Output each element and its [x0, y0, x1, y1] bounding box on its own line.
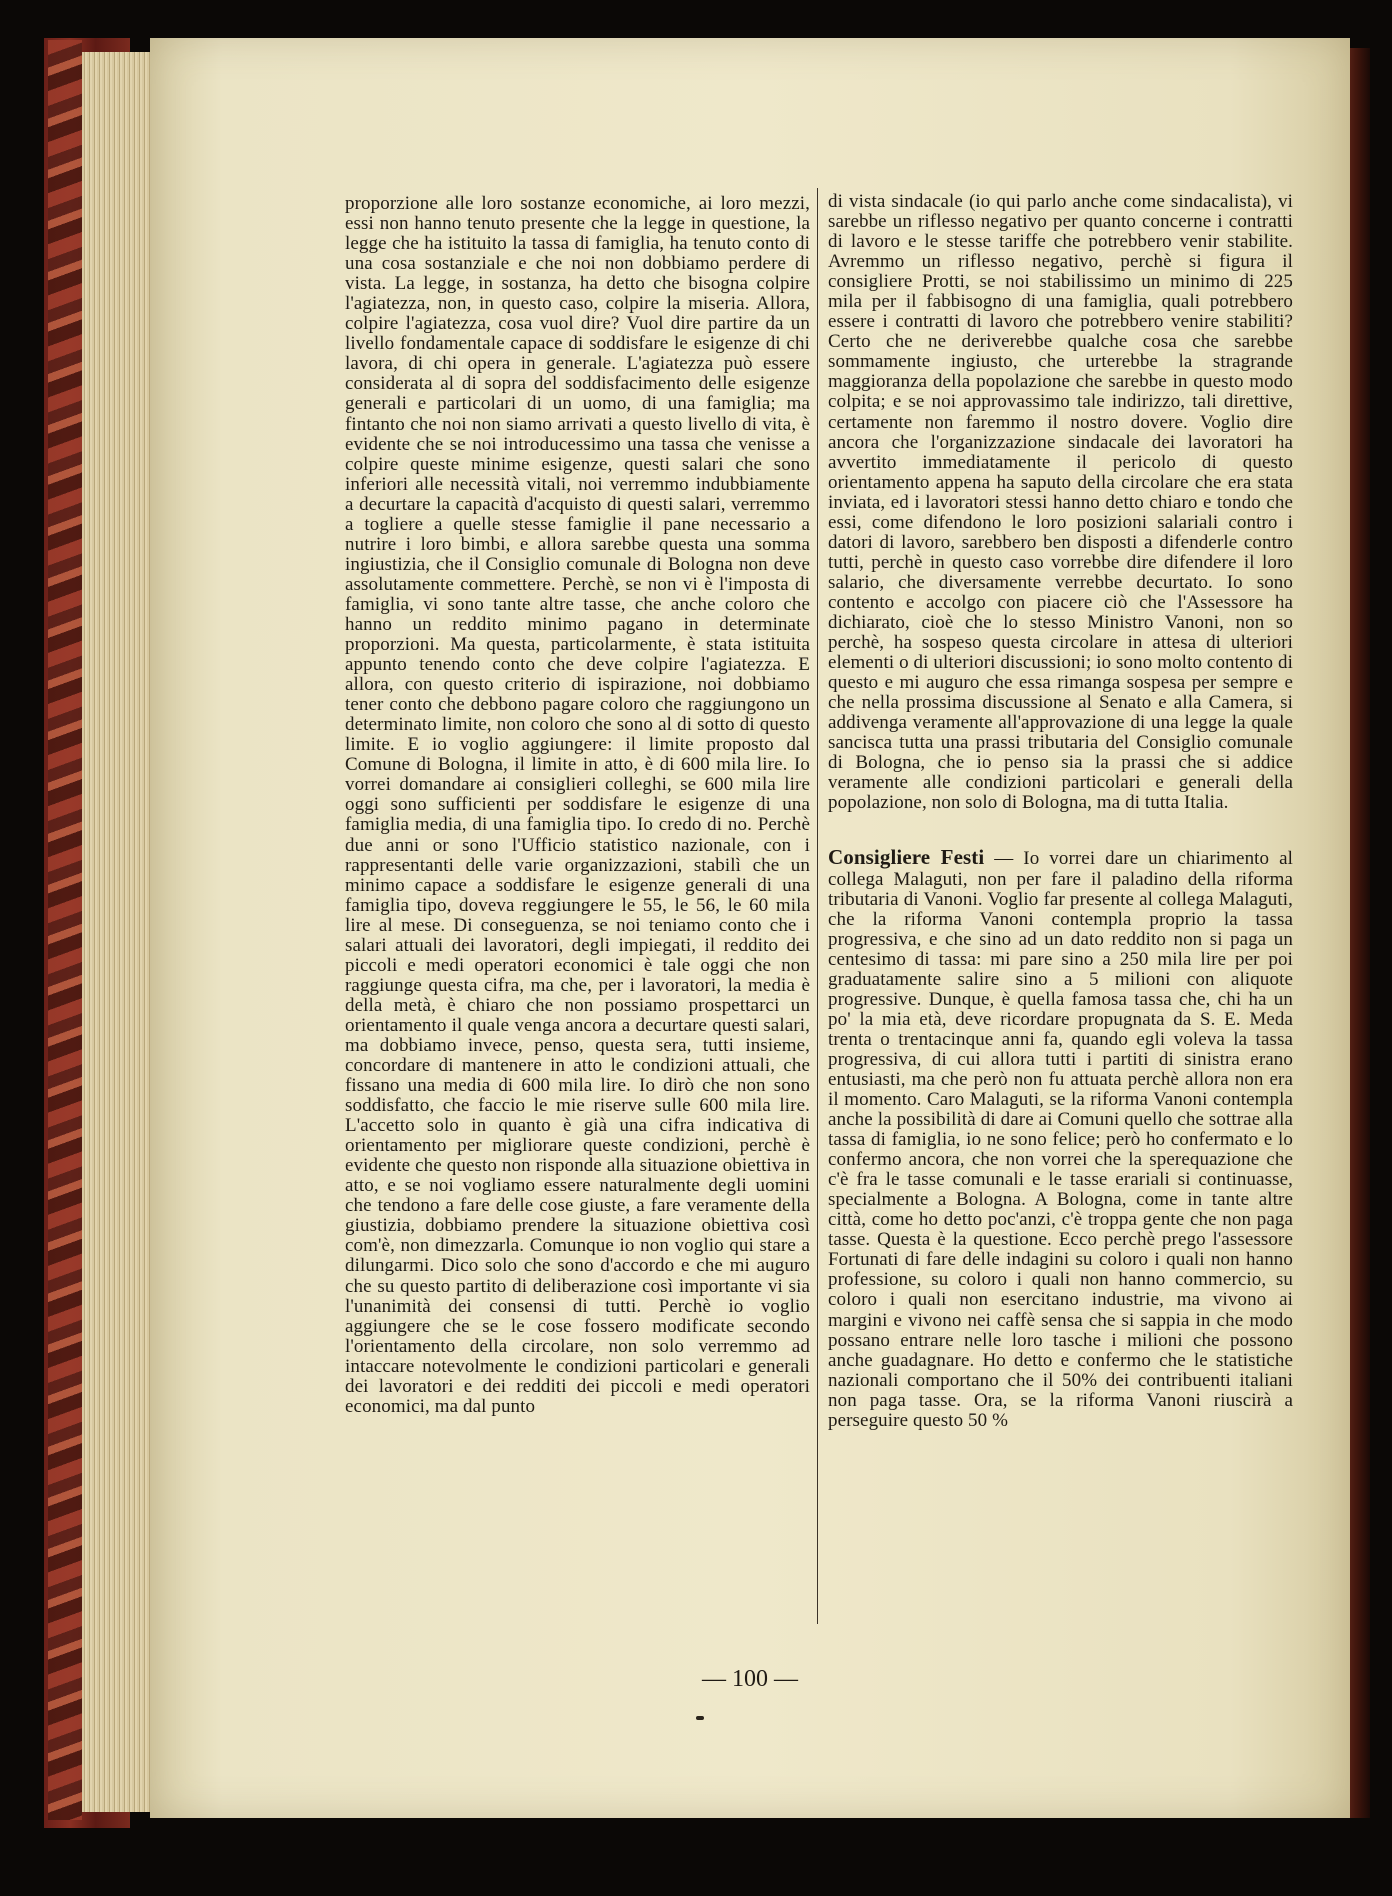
speaker-text: — Io vorrei dare un chiarimento al collega Malaguti, non per fare il paladino della riforma tributaria di Vanoni. Voglio far presente al collega Malaguti, che la riforma Vanoni contempla proprio la tassa progressiva, e che sino ad un dato reddito non si paga un centesimo di tassa: mi pare sino a 250 mila lire per poi graduatamente salire sino a 5 milioni con aliquote progressive. Dunque, è quella famosa tassa che, chi ha un po' la mia età, deve ricordare propugnata da S. E. Meda trenta o trentacinque anni fa, quando egli voleva la tassa progressiva, di cui allora tutti i partiti di sinistra erano entusiasti, ma che però non fu attuata perchè allora non era il momento. Caro Malaguti, se la riforma Vanoni contempla anche la possibilità di dare ai Comuni quello che sottrae alla tassa di famiglia, io ne sono felice; però ho confermato e lo confermo ancora, che non vorrei che la sperequazione che c'è fra le tasse comunali e le tasse erariali si continuasse, specialmente a Bologna. A Bologna, come in tante altre città, come ho detto poc'anzi, c'è troppa gente che non paga tasse. Questa è la questione. Ecco perchè prego l'assessore Fortunati di fare delle indagini su coloro i quali non hanno professione, su coloro i quali non hanno commercio, su coloro i quali non esercitano industrie, ma vivono ai margini e vivono nei caffè sensa che si sappia in che modo possano entrare nelle loro tasche i milioni che possono anche guadagnare. Ho detto e confermo che le statistiche nazionali comportano che il 50% dei contribuenti italiani non paga tasse. Ora, se la riforma Vanoni riuscirà a perseguire questo 50 %	[828, 848, 1294, 1431]
marbled-cover-edge	[48, 40, 82, 1820]
speaker-name: Consigliere Festi	[828, 845, 985, 870]
right-column-paragraph-1: di vista sindacale (io qui parlo anche come sindacalista), vi sarebbe un riflesso negativo per quanto concerne i contratti di lavoro e le stesse tariffe che potrebbero venir stabilite. Avremmo un riflesso negativo, perchè si figura il consigliere Protti, se noi stabilissimo un minimo di 225 mila per il fabbisogno di una famiglia, quali potrebbero essere i contratti di lavoro che potrebbero venire stabiliti? Certo che ne deriverebbe qualche cosa che sarebbe sommamente ingiusto, che urterebbe la stragrande maggioranza della popolazione che sarebbe in questo modo colpita; e se noi approvassimo tale indirizzo, tali direttive, certamente non faremmo il nostro dovere. Voglio dire ancora che l'organizzazione sindacale dei lavoratori ha avvertito immediatamente il pericolo di questo orientamento appena ha saputo della circolare che era stata inviata, ed i lavoratori stessi hanno detto chiaro e tondo che essi, come difendono le loro posizioni salariali contro i datori di lavoro, sarebbero ben disposti a difenderle contro tutti, perchè in questo caso vorrebbe dire difendere il loro salario, che diversamente verrebbe decurtato. Io sono contento e accolgo con piacere ciò che l'Assessore ha dichiarato, cioè che lo stesso Ministro Vanoni, non so perchè, ha sospeso questa circolare in attesa di ulteriori elementi o di ulteriori discussioni; io sono molto contento di questo e mi auguro che essa rimanga sospesa per sempre e che nella prossima discussione al Senato e alla Camera, si addivenga veramente all'approvazione di una legge la quale sancisca tutta una prassi tributaria del Consiglio comunale di Bologna, che io penso sia la prassi che si addice veramente alle condizioni particolari e generali della popolazione, non solo di Bologna, ma di tutta Italia.	[828, 191, 1293, 814]
left-column-text: proporzione alle loro sostanze economiche, ai loro mezzi, essi non hanno tenuto presente che la legge in questione, la legge che ha istituito la tassa di famiglia, ha tenuto conto di una cosa sostanziale e che noi non dobbiamo perdere di vista. La legge, in sostanza, ha detto che bisogna colpire l'agiatezza, non, in questo caso, colpire la miseria. Allora, colpire l'agiatezza, cosa vuol dire? Vuol dire partire da un livello fondamentale capace di soddisfare le esigenze di chi lavora, di chi opera in generale. L'agiatezza può essere considerata al di sopra del soddisfacimento delle esigenze generali e particolari di un uomo, di una famiglia; ma fintanto che noi non siamo arrivati a questo livello di vita, è evidente che se noi introducessimo una tassa che venisse a colpire queste minime esigenze, questi salari che sono inferiori alle necessità vitali, noi verremmo indubbiamente a decurtare la capacità d'acquisto di questi salari, verremmo a togliere a quelle stesse famiglie il pane necessario a nutrire i loro bimbi, e allora sarebbe questa una somma ingiustizia, che il Consiglio comunale di Bologna non deve assolutamente commettere. Perchè, se non vi è l'imposta di famiglia, vi sono tante altre tasse, che anche coloro che hanno un reddito minimo pagano in determinate proporzioni. Ma questa, particolarmente, è stata istituita appunto tenendo conto che deve colpire l'agiatezza. E allora, con questo criterio di ispirazione, noi dobbiamo tener conto che debbono pagare coloro che raggiungono un determinato limite, non coloro che sono al di sotto di questo limite. E io voglio aggiungere: il limite proposto dal Comune di Bologna, il limite in atto, è di 600 mila lire. Io vorrei domandare ai consiglieri colleghi, se 600 mila lire oggi sono sufficienti per soddisfare le esigenze di una famiglia media, di una famiglia tipo. Io credo di no. Perchè due anni or sono l'Ufficio statistico nazionale, con i rappresentanti delle varie organizzazioni, stabilì che un minimo capace a soddisfare le esigenze generali di una famiglia tipo, doveva reggiungere le 55, le 56, le 60 mila lire al mese. Di conseguenza, se noi teniamo conto che i salari attuali dei lavoratori, degli impiegati, il reddito dei piccoli e medi operatori economici è tale oggi che non raggiunge questa cifra, ma che, per i lavoratori, la media è della metà, è chiaro che non possiamo prospettarci un orientamento il quale venga ancora a decurtare questi salari, ma dobbiamo invece, penso, questa sera, tutti insieme, concordare di mantenere in atto le condizioni attuali, che fissano una media di 600 mila lire. Io dirò che non sono soddisfatto, che faccio le mie riserve sulle 600 mila lire. L'accetto solo in quanto è già una cifra indicativa di orientamento per migliorare queste condizioni, perchè è evidente che questo non risponde alla situazione obiettiva in atto, e se noi vogliamo essere naturalmente degli uomini che tendono a fare delle cose giuste, a fare veramente della giustizia, dobbiamo prendere la situazione obiettiva così com'è, non dimezzarla. Comunque io non voglio qui stare a dilungarmi. Dico solo che sono d'accordo e che mi auguro che su questo partito di deliberazione così importante vi sia l'unanimità dei consensi di tutti. Perchè io voglio aggiungere che se le cose fossero modificate secondo l'orientamento della circolare, non solo verremmo ad intaccare notevolmente le condizioni particolari e generali dei lavoratori e dei redditi dei piccoli e medi operatori economici, ma dal punto	[345, 193, 810, 1417]
ink-speck	[696, 1716, 704, 1720]
folio-wrapper	[150, 0, 1350, 1896]
page-block-edges	[82, 52, 154, 1812]
page-number: — 100 —	[702, 1666, 798, 1692]
